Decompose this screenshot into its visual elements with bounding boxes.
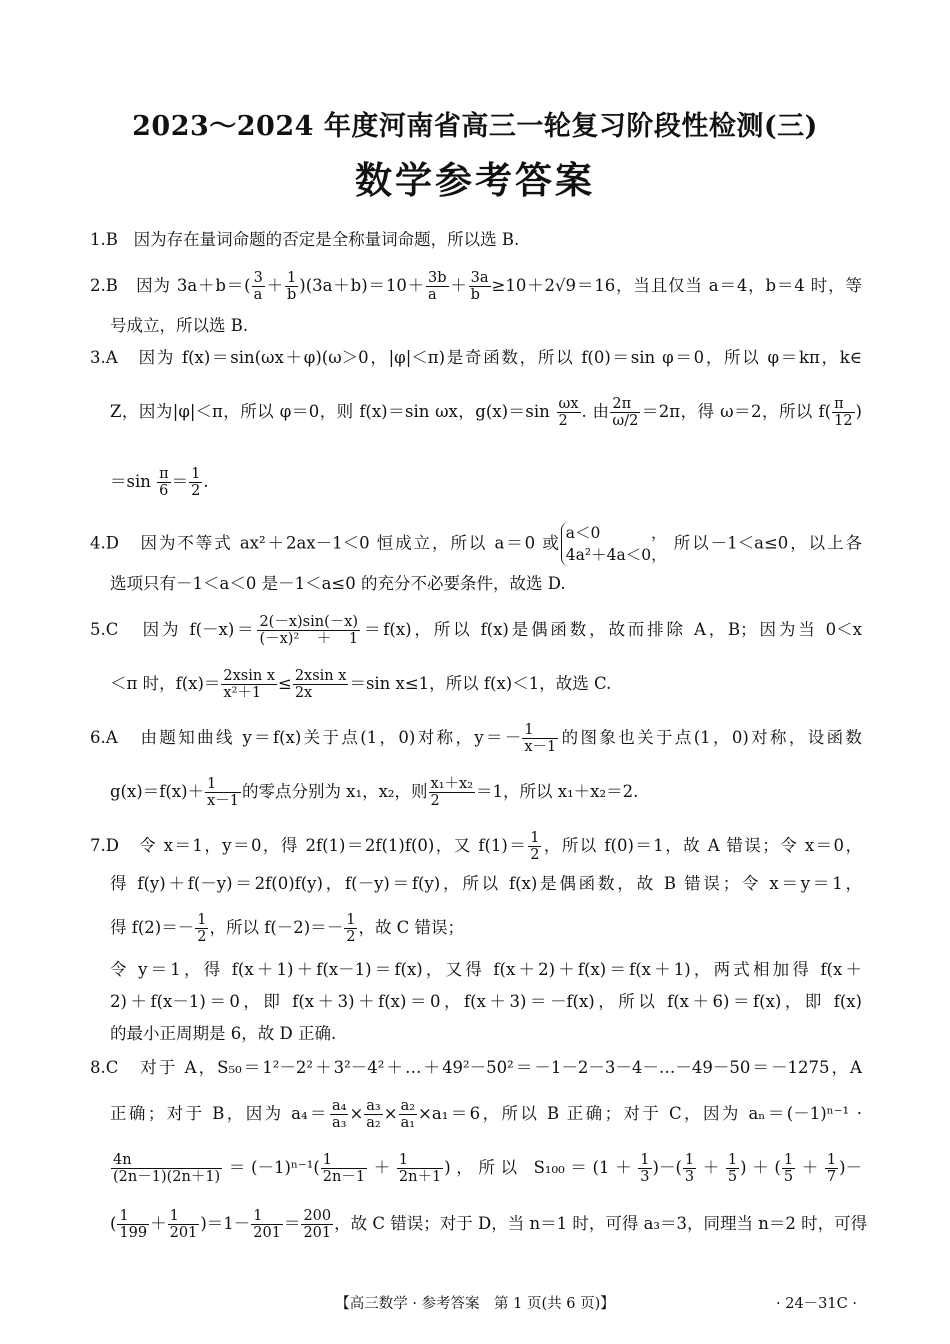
case-brace: a＜0， 4a²＋4a＜0， — [561, 522, 667, 566]
fraction: $\frac{1}{2n+1}$ — [398, 1152, 442, 1185]
page-title: 2023～2024 年度河南省高三一轮复习阶段性检测(三) — [132, 111, 818, 142]
answer-7-line-5: 2)＋f(x－1)＝0，即 f(x＋3)＋f(x)＝0，f(x＋3)＝－f(x)，所以 f(x＋6)＝f(x)，即 f(x) — [110, 992, 862, 1011]
answer-3-line-2: Z，因为|φ|＜π，所以 φ＝0，则 f(x)＝sin ωx，g(x)＝sin $\frac{\omega x}{2}$ . 由 $\frac{2\pi}{\omega/2}$ ＝2π，得 ω＝2，所以 f( $\frac{\pi}{12}$ ) — [110, 396, 862, 429]
fraction: $\frac{1}{3}$ — [640, 1152, 650, 1185]
fraction: $\frac{3b}{a}$ — [427, 270, 447, 303]
fraction: $\frac{\text{a₄}}{\text{a₃}}$ — [331, 1098, 347, 1131]
fraction: $\frac{\omega x}{2}$ — [558, 396, 579, 429]
fraction: $\frac{1}{2}$ — [191, 466, 201, 499]
fraction: $\frac{1}{2}$ — [530, 830, 540, 863]
fraction: $\frac{1}{5}$ — [783, 1152, 794, 1185]
fraction: $\frac{1}{5}$ — [727, 1152, 738, 1185]
fraction: $\frac{\text{a₃}}{\text{a₂}}$ — [366, 1098, 381, 1131]
fraction: $\frac{1}{7}$ — [826, 1152, 837, 1185]
fraction: $\frac{\text{2xsin x}}{\text{x²＋1}}$ — [223, 668, 275, 701]
fraction: $\frac{2(-x)\sin(-x)}{\text{(－x)²＋1}}$ — [259, 614, 359, 647]
fraction: $\frac{1}{2n-1}$ — [322, 1152, 366, 1185]
page-subtitle: 数学参考答案 — [355, 158, 595, 202]
answer-2-line-2: 号成立，所以选 B. — [110, 316, 249, 335]
fraction: $\frac{1}{199}$ — [119, 1208, 148, 1241]
answer-8-line-1: 8.C 对于 A，S₅₀＝1²－2²＋3²－4²＋…＋49²－50²＝－1－2－3－4－…－49－50＝－1275，A — [90, 1058, 862, 1077]
fraction: $\frac{\text{x₁＋x₂}}{2}$ — [430, 776, 474, 809]
answer-7-line-3: 得 f(2)＝－ $\frac{1}{2}$ ，所以 f(－2)＝－ $\frac{1}{2}$ ，故 C 错误； — [110, 912, 465, 945]
fraction: $\frac{1}{201}$ — [253, 1208, 281, 1241]
fraction: $\frac{3}{a}$ — [253, 270, 263, 303]
answer-1: 1.B 因为存在量词命题的否定是全称量词命题，所以选 B. — [90, 230, 520, 249]
answer-7-line-6: 的最小正周期是 6，故 D 正确. — [110, 1024, 337, 1043]
fraction: $\frac{4n}{(2n-1)(2n+1)}$ — [113, 1152, 221, 1185]
fraction: $\frac{200}{201}$ — [303, 1208, 332, 1241]
answer-3-line-1: 3.A 因为 f(x)＝sin(ωx＋φ)(ω＞0，|φ|＜π)是奇函数，所以 f(0)＝sin φ＝0，所以 φ＝kπ，k∈ — [90, 348, 862, 367]
answer-6-line-2: g(x)＝f(x)＋ $\frac{1}{x-1}$ 的零点分别为 x₁，x₂，则 $\frac{\text{x₁＋x₂}}{2}$ ＝1，所以 x₁＋x₂＝2. — [110, 776, 639, 809]
fraction: $\frac{\text{a₂}}{\text{a₁}}$ — [400, 1098, 416, 1131]
fraction: $\frac{1}{b}$ — [286, 270, 297, 303]
answer-7-line-1: 7.D 令 x＝1，y＝0，得 2f(1)＝2f(1)f(0)，又 f(1)＝ $\frac{1}{2}$ ，所以 f(0)＝1，故 A 错误；令 x＝0， — [90, 830, 862, 863]
fraction: $\frac{1}{x-1}$ — [207, 776, 239, 809]
fraction: $\frac{1}{2}$ — [197, 912, 207, 945]
answer-7-line-2: 得 f(y)＋f(－y)＝2f(0)f(y)，f(－y)＝f(y)，所以 f(x)是偶函数，故 B 错误；令 x＝y＝1， — [110, 874, 862, 893]
answer-6-line-1: 6.A 由题知曲线 y＝f(x)关于点(1，0)对称，y＝－ $\frac{1}{x-1}$ 的图象也关于点(1，0)对称，设函数 — [90, 722, 862, 755]
answer-2-line-1: 2.B 因为 3a＋b＝( $\frac{3}{a}$ ＋ $\frac{1}{b}$ )(3a＋b)＝10＋ $\frac{3b}{a}$ ＋ $\frac{3a}{b}$ ≥10＋2√9＝16，当且仅当 a＝4，b＝4 时，等 — [90, 270, 862, 303]
fraction: $\frac{3a}{b}$ — [470, 270, 489, 303]
answer-8-line-4: ( $\frac{1}{199}$ ＋ $\frac{1}{201}$ )＝1－ $\frac{1}{201}$ ＝ $\frac{200}{201}$ ，故 C 错误；对于 D，当 n＝1 时，可得 a₃＝3，同理当 n＝2 时，可得 — [110, 1208, 868, 1241]
answer-5-line-2: ＜π 时，f(x)＝ $\frac{\text{2xsin x}}{\text{x²＋1}}$ ≤ $\frac{\text{2xsin x}}{2x}$ ＝sin x≤1，所以 f(x)＜1，故选 C. — [110, 668, 612, 701]
fraction: $\frac{1}{3}$ — [684, 1152, 695, 1185]
fraction: $\frac{1}{2}$ — [346, 912, 356, 945]
fraction: $\frac{1}{x-1}$ — [524, 722, 557, 755]
answer-8-line-3: $\frac{4n}{(2n-1)(2n+1)}$ ＝(－1)ⁿ⁻¹( $\frac{1}{2n-1}$ ＋ $\frac{1}{2n+1}$ )，所以 S₁₀₀＝(1＋ $\frac{1}{3}$ )－( $\frac{1}{3}$ ＋ $\frac{1}{5}$ )＋( $\frac{1}{5}$ ＋ $\frac{1}{7}$ )－ — [113, 1152, 863, 1185]
answer-3-line-3: ＝sin $\frac{\pi}{6}$ ＝ $\frac{1}{2}$ . — [110, 466, 209, 499]
answer-5-line-1: 5.C 因为 f(－x)＝ $\frac{2(-x)\sin(-x)}{\text{(－x)²＋1}}$ ＝f(x)，所以 f(x)是偶函数，故而排除 A，B；因为当 0＜x — [90, 614, 862, 647]
answer-7-line-4: 令 y＝1，得 f(x＋1)＋f(x－1)＝f(x)，又得 f(x＋2)＋f(x)＝f(x＋1)，两式相加得 f(x＋ — [110, 960, 862, 979]
footer-page-info: 【高三数学 · 参考答案 第 1 页(共 6 页)】 — [335, 1296, 615, 1312]
fraction: $\frac{\pi}{6}$ — [159, 466, 169, 499]
fraction: $\frac{2\pi}{\omega/2}$ — [612, 396, 639, 429]
answer-4-line-1: 4.D 因为不等式 ax²＋2ax－1＜0 恒成立，所以 a＝0 或 a＜0， 4a²＋4a＜0， 所以－1＜a≤0，以上各 — [90, 524, 862, 564]
answer-8-line-2: 正确；对于 B，因为 a₄＝ $\frac{\text{a₄}}{\text{a₃}}$ × $\frac{\text{a₃}}{\text{a₂}}$ × $\frac{\text{a₂}}{\text{a₁}}$ ×a₁＝6，所以 B 正确；对于 C，因为 aₙ＝(－1)ⁿ⁻¹ · — [110, 1098, 862, 1131]
answer-4-line-2: 选项只有－1＜a＜0 是－1＜a≤0 的充分不必要条件，故选 D. — [110, 574, 566, 593]
fraction: $\frac{\text{2xsin x}}{2x}$ — [294, 668, 347, 701]
fraction: $\frac{1}{201}$ — [169, 1208, 198, 1241]
footer-code: · 24－31C · — [776, 1296, 857, 1312]
fraction: $\frac{\pi}{12}$ — [834, 396, 853, 429]
